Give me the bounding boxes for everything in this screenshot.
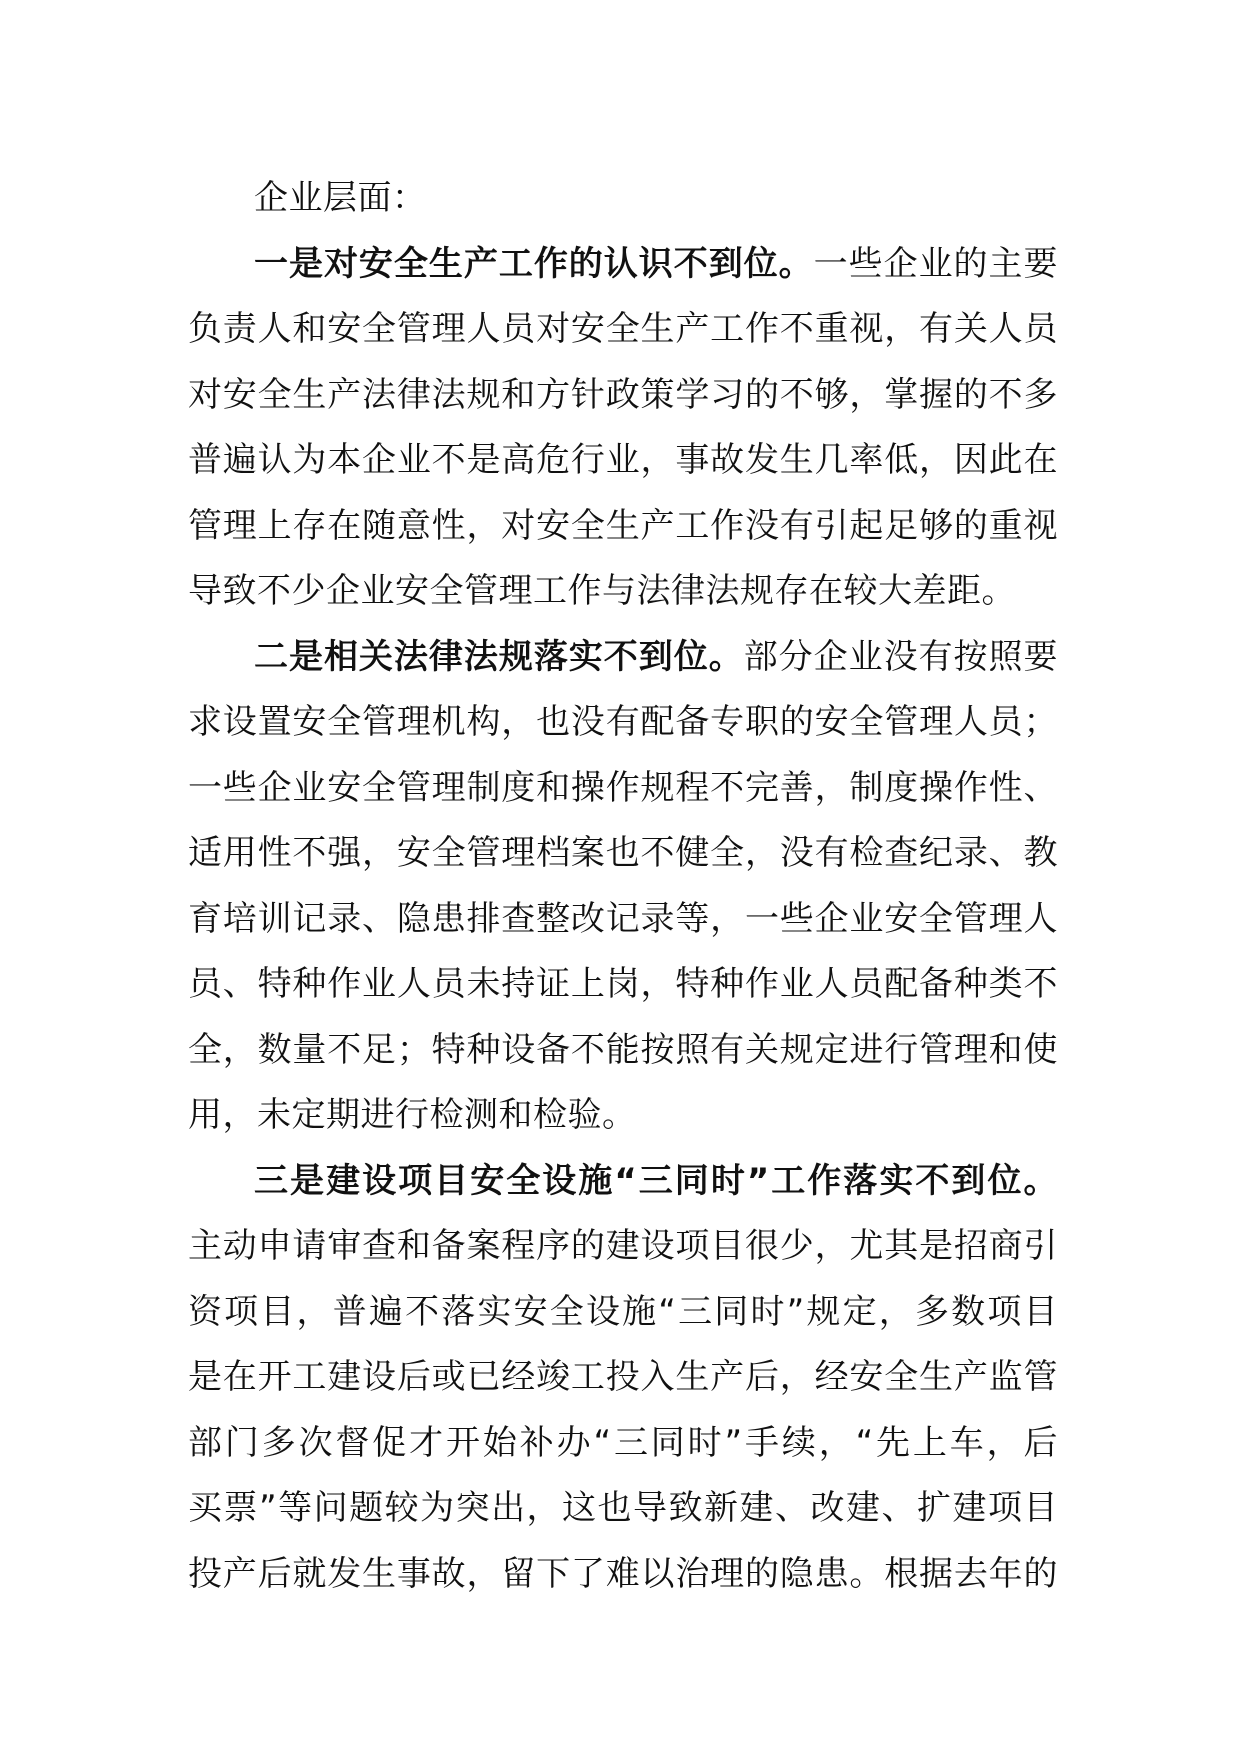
paragraph-2-line: 适用性不强，安全管理档案也不健全，没有检查纪录、教	[188, 833, 1058, 873]
paragraph-3-line: 是在开工建设后或已经竣工投入生产后，经安全生产监管	[188, 1357, 1058, 1397]
paragraph-2-line: 育培训记录、隐患排查整改记录等，一些企业安全管理人	[188, 898, 1058, 939]
section-heading: 企业层面：	[254, 178, 427, 218]
paragraph-3-lead: 三是建设项目安全设施“三同时”工作落实不到位。	[254, 1160, 1058, 1201]
paragraph-3-line: 资项目，普遍不落实安全设施“三同时”规定，多数项目	[188, 1291, 1058, 1332]
paragraph-2-text: 部分企业没有按照要	[743, 636, 1059, 677]
paragraph-2-line: 员、特种作业人员未持证上岗，特种作业人员配备种类不	[188, 964, 1058, 1004]
paragraph-3-first-line	[188, 1149, 1058, 1215]
paragraph-2-first-line	[188, 625, 1058, 691]
paragraph-1-line: 普遍认为本企业不是高危行业，事故发生几率低，因此在	[188, 440, 1058, 480]
paragraph-1-line: 对安全生产法律法规和方针政策学习的不够，掌握的不多	[188, 374, 1058, 415]
document-body	[188, 166, 1058, 1607]
paragraph-2-line: 求设置安全管理机构，也没有配备专职的安全管理人员；	[188, 702, 1058, 742]
paragraph-2-line: 用，未定期进行检测和检验。	[188, 1095, 637, 1135]
paragraph-1-line: 导致不少企业安全管理工作与法律法规存在较大差距。	[188, 571, 1016, 611]
paragraph-1-text: 一些企业的主要	[813, 243, 1059, 284]
paragraph-3-line: 买票”等问题较为突出，这也导致新建、改建、扩建项目	[188, 1488, 1058, 1528]
paragraph-3-line: 投产后就发生事故，留下了难以治理的隐患。根据去年的	[188, 1553, 1058, 1594]
paragraph-1-lead: 一是对安全生产工作的认识不到位。	[254, 243, 814, 284]
paragraph-1-line: 管理上存在随意性，对安全生产工作没有引起足够的重视	[188, 505, 1058, 546]
paragraph-1-line: 负责人和安全管理人员对安全生产工作不重视，有关人员	[188, 309, 1058, 349]
paragraph-3-line: 主动申请审查和备案程序的建设项目很少，尤其是招商引	[188, 1226, 1058, 1266]
paragraph-2-lead: 二是相关法律法规落实不到位。	[254, 636, 744, 677]
paragraph-2-line: 全，数量不足；特种设备不能按照有关规定进行管理和使	[188, 1029, 1058, 1070]
paragraph-3-line: 部门多次督促才开始补办“三同时”手续，“先上车，后	[188, 1422, 1058, 1463]
paragraph-1-first-line	[188, 232, 1058, 298]
paragraph-2-line: 一些企业安全管理制度和操作规程不完善，制度操作性、	[188, 767, 1058, 808]
